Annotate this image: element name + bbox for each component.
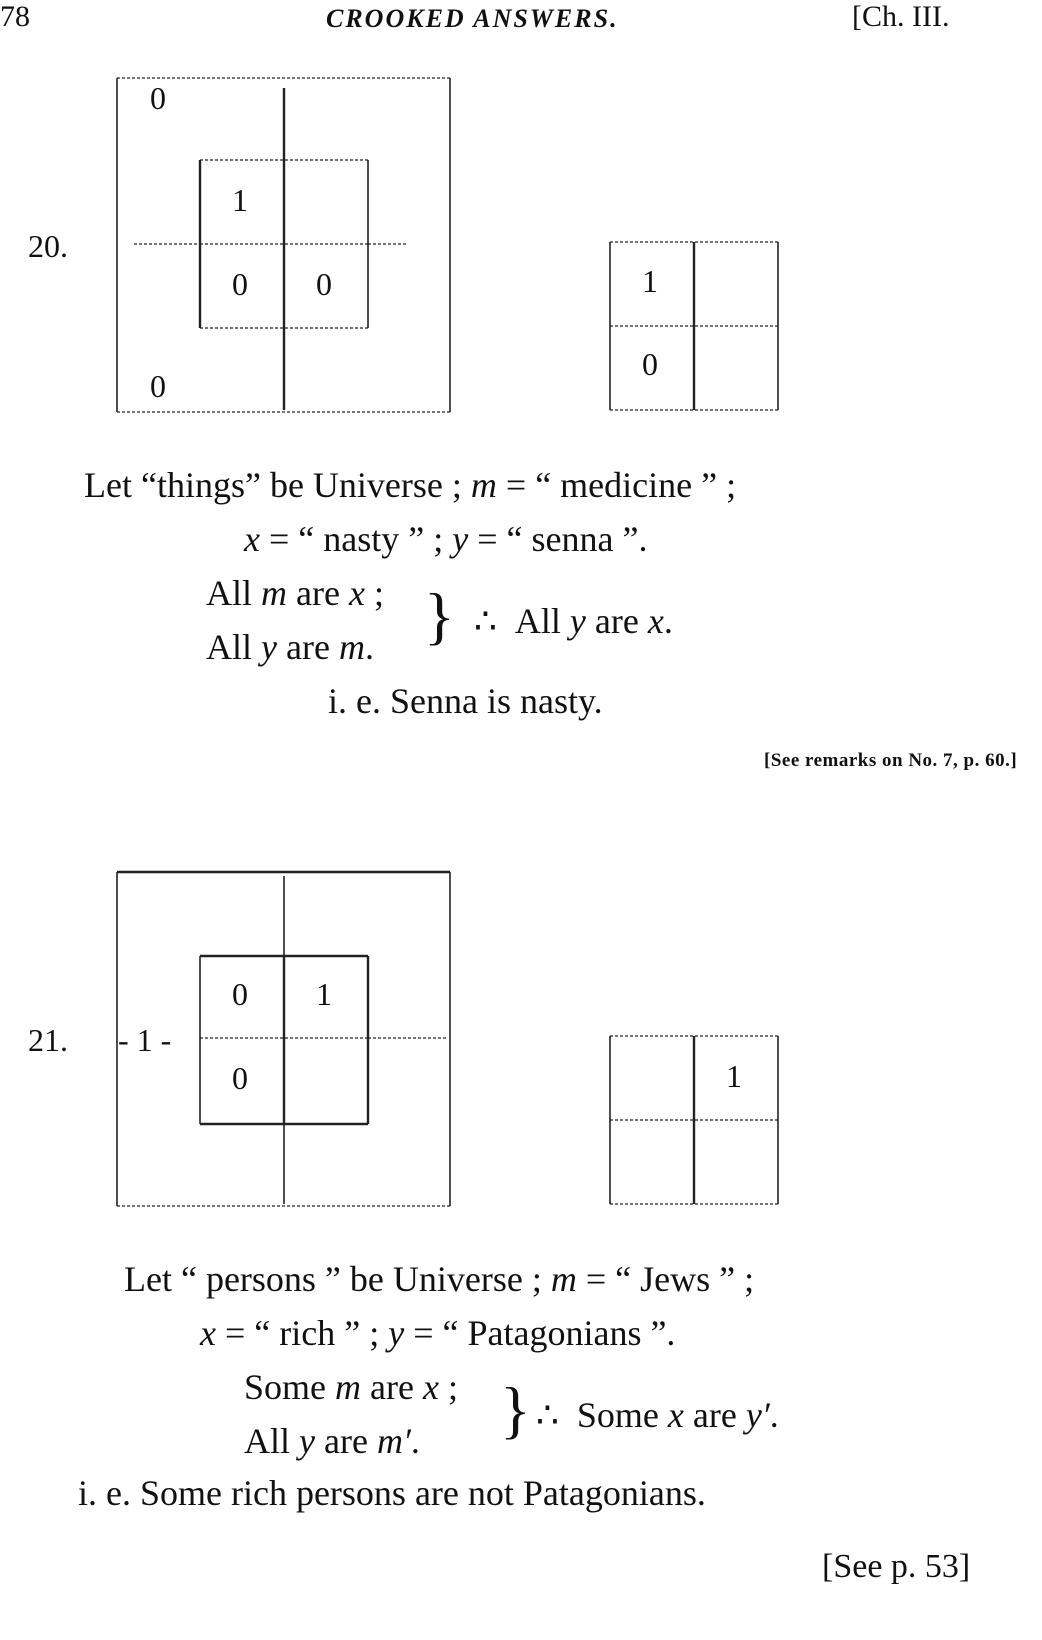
cell-inner-bottom-left-21: 0 <box>232 1060 248 1096</box>
premise-1-21: Some m are x ; <box>244 1367 458 1407</box>
chapter-label: [Ch. III. <box>852 0 950 33</box>
premise-1-20: All m are x ; <box>206 573 384 613</box>
page-number: 78 <box>0 0 30 33</box>
terms-definition-20: x = “ nasty ” ; y = “ senna ”. <box>244 519 648 559</box>
cell-outer-top-left: 0 <box>150 80 166 116</box>
problem-number-21: 21. <box>28 1022 68 1058</box>
cell-inner-top-left: 1 <box>232 182 248 218</box>
small-cell-top-left: 1 <box>642 263 658 299</box>
small-cell-top-right-21: 1 <box>726 1058 742 1094</box>
universe-definition-20: Let “things” be Universe ; m = “ medicine ” ; <box>84 465 737 505</box>
cell-inner-top-left-21: 0 <box>232 976 248 1012</box>
interpretation-20: i. e. Senna is nasty. <box>328 681 603 721</box>
brace-21: } <box>500 1374 531 1445</box>
premise-2-21: All y are m′. <box>244 1421 420 1461</box>
terms-definition-21: x = “ rich ” ; y = “ Patagonians ”. <box>200 1313 676 1353</box>
brace-20: } <box>424 580 455 651</box>
problem-number-20: 20. <box>28 228 68 264</box>
conclusion-21: ∴ Some x are y′. <box>536 1395 779 1435</box>
cell-inner-top-right-21: 1 <box>316 976 332 1012</box>
remark-20: [See remarks on No. 7, p. 60.] <box>764 750 1018 771</box>
remark-21: [See p. 53] <box>822 1548 971 1585</box>
universe-definition-21: Let “ persons ” be Universe ; m = “ Jews ” ; <box>124 1259 755 1299</box>
running-title: CROOKED ANSWERS. <box>326 4 619 33</box>
interpretation-21: i. e. Some rich persons are not Patagonians. <box>78 1473 706 1513</box>
cell-inner-bottom-left: 0 <box>232 266 248 302</box>
small-cell-bottom-left: 0 <box>642 346 658 382</box>
premise-2-20: All y are m. <box>206 627 374 667</box>
cell-inner-bottom-right: 0 <box>316 266 332 302</box>
cell-outer-left-21: - 1 - <box>118 1022 172 1058</box>
cell-outer-bottom-left: 0 <box>150 368 166 404</box>
conclusion-20: ∴ All y are x. <box>474 601 673 641</box>
